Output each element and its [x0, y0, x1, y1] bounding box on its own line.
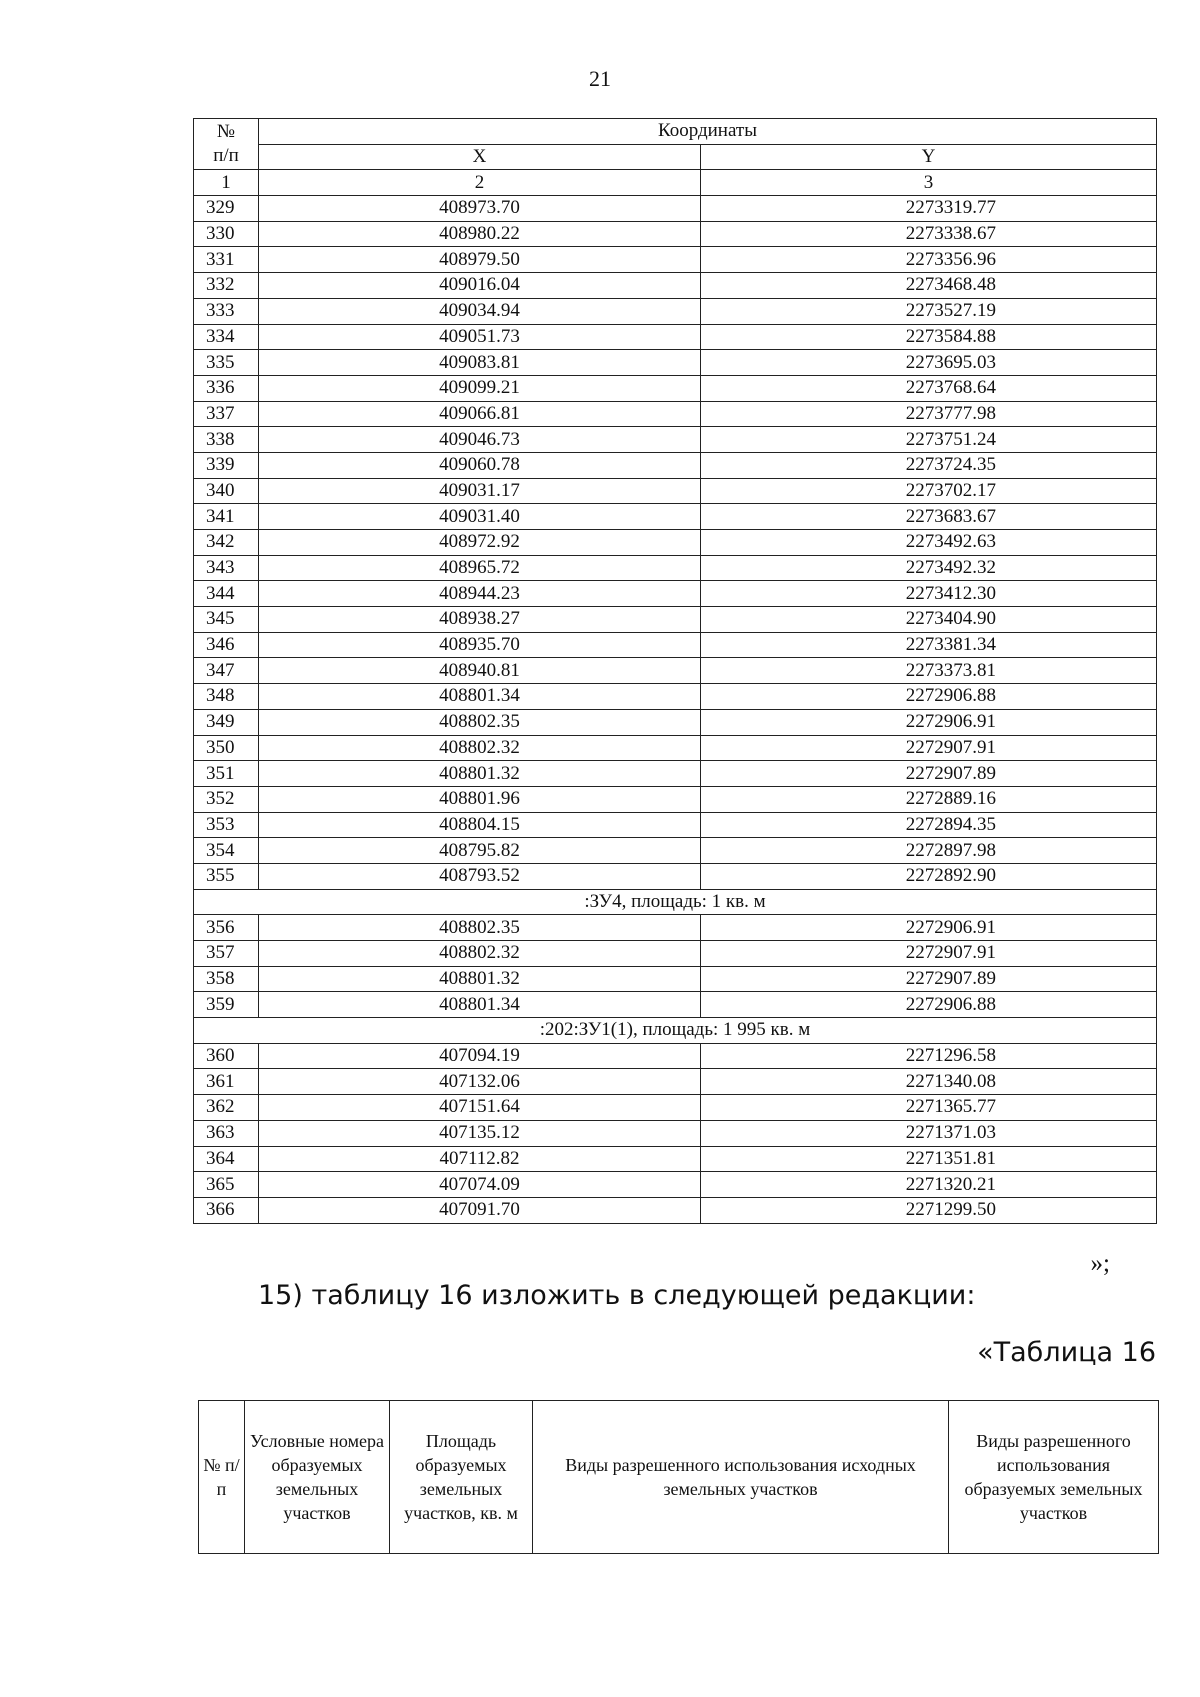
point-number: 362 [194, 1095, 259, 1121]
point-number: 345 [194, 607, 259, 633]
y-coordinate: 2272906.91 [701, 709, 1157, 735]
y-coordinate: 2273381.34 [701, 632, 1157, 658]
y-coordinate: 2271371.03 [701, 1120, 1157, 1146]
point-number: 334 [194, 324, 259, 350]
x-coordinate: 407112.82 [259, 1146, 701, 1172]
x-coordinate: 408795.82 [259, 838, 701, 864]
x-coordinate: 409034.94 [259, 298, 701, 324]
x-coordinate: 409016.04 [259, 273, 701, 299]
x-coordinate: 409031.40 [259, 504, 701, 530]
y-coordinate: 2273338.67 [701, 221, 1157, 247]
point-number: 355 [194, 863, 259, 889]
point-number: 344 [194, 581, 259, 607]
y-coordinate: 2272894.35 [701, 812, 1157, 838]
table-row [194, 555, 1157, 581]
x-coordinate: 408944.23 [259, 581, 701, 607]
point-number: 332 [194, 273, 259, 299]
y-coordinate: 2273412.30 [701, 581, 1157, 607]
num-header-abbr: п/п [213, 145, 239, 167]
table-row [194, 401, 1157, 427]
t16-conditional-numbers-header: Условные номера образуемых земельных участков [245, 1401, 390, 1554]
point-number: 366 [194, 1197, 259, 1223]
x-coordinate: 409099.21 [259, 375, 701, 401]
table-row [194, 761, 1157, 787]
coordinates-header: Координаты [259, 119, 1157, 145]
x-coordinate: 408938.27 [259, 607, 701, 633]
y-coordinate: 2271296.58 [701, 1043, 1157, 1069]
point-number: 335 [194, 350, 259, 376]
closing-quote: »; [1090, 1250, 1110, 1277]
table-row [194, 427, 1157, 453]
y-coordinate: 2273724.35 [701, 452, 1157, 478]
y-coordinate: 2273404.90 [701, 607, 1157, 633]
x-coordinate: 408802.35 [259, 709, 701, 735]
point-number: 364 [194, 1146, 259, 1172]
table-row [194, 1043, 1157, 1069]
x-coordinate: 408940.81 [259, 658, 701, 684]
section-202-zu1-label: :202:ЗУ1(1), площадь: 1 995 кв. м [194, 1018, 1157, 1044]
y-coordinate: 2272907.91 [701, 735, 1157, 761]
table16-header-row [199, 1401, 1159, 1554]
point-number: 341 [194, 504, 259, 530]
table-row [194, 350, 1157, 376]
y-coordinate: 2271299.50 [701, 1197, 1157, 1223]
table-row [194, 1120, 1157, 1146]
num-header-symbol: № [216, 121, 236, 143]
table-row [194, 273, 1157, 299]
table-row [194, 709, 1157, 735]
table-row [194, 247, 1157, 273]
y-coordinate: 2273768.64 [701, 375, 1157, 401]
y-coordinate: 2272907.89 [701, 966, 1157, 992]
table-row [194, 196, 1157, 222]
point-number: 342 [194, 530, 259, 556]
x-coordinate: 409066.81 [259, 401, 701, 427]
y-coordinate: 2272897.98 [701, 838, 1157, 864]
point-number: 329 [194, 196, 259, 222]
point-number: 336 [194, 375, 259, 401]
page-number: 21 [589, 66, 611, 91]
x-coordinate: 408793.52 [259, 863, 701, 889]
table-row [194, 735, 1157, 761]
section-zu4-label: :ЗУ4, площадь: 1 кв. м [194, 889, 1157, 915]
amendment-text: 15) таблицу 16 изложить в следующей редакции: [258, 1280, 976, 1311]
y-coordinate: 2273356.96 [701, 247, 1157, 273]
table-row [194, 478, 1157, 504]
point-number: 359 [194, 992, 259, 1018]
point-number: 358 [194, 966, 259, 992]
table-row [194, 786, 1157, 812]
point-number: 352 [194, 786, 259, 812]
y-coordinate: 2273584.88 [701, 324, 1157, 350]
y-coordinate: 2272892.90 [701, 863, 1157, 889]
y-coordinate: 2273319.77 [701, 196, 1157, 222]
table-row [194, 941, 1157, 967]
table-row [194, 915, 1157, 941]
coordinates-table [193, 118, 1157, 1224]
point-number: 350 [194, 735, 259, 761]
table-row [194, 324, 1157, 350]
table-row [194, 863, 1157, 889]
x-coordinate: 409046.73 [259, 427, 701, 453]
y-coordinate: 2273702.17 [701, 478, 1157, 504]
y-coordinate: 2273527.19 [701, 298, 1157, 324]
y-coordinate: 2272906.88 [701, 684, 1157, 710]
x-coordinate: 408973.70 [259, 196, 701, 222]
table16-header [198, 1400, 1159, 1554]
table-row [194, 1146, 1157, 1172]
header-row-2 [194, 144, 1157, 170]
y-coordinate: 2273492.32 [701, 555, 1157, 581]
x-coordinate: 407135.12 [259, 1120, 701, 1146]
num-header [194, 119, 259, 170]
table-row [194, 966, 1157, 992]
table-row [194, 221, 1157, 247]
col-number-3: 3 [701, 170, 1157, 196]
point-number: 348 [194, 684, 259, 710]
table-row [194, 632, 1157, 658]
table-row [194, 504, 1157, 530]
x-coordinate: 409060.78 [259, 452, 701, 478]
x-coordinate: 408972.92 [259, 530, 701, 556]
table-row [194, 1095, 1157, 1121]
point-number: 351 [194, 761, 259, 787]
point-number: 363 [194, 1120, 259, 1146]
x-coordinate: 407074.09 [259, 1172, 701, 1198]
column-number-row [194, 170, 1157, 196]
point-number: 338 [194, 427, 259, 453]
x-coordinate: 409051.73 [259, 324, 701, 350]
table-row [194, 298, 1157, 324]
x-coordinate: 408801.32 [259, 761, 701, 787]
header-row-1 [194, 119, 1157, 145]
point-number: 330 [194, 221, 259, 247]
y-coordinate: 2271365.77 [701, 1095, 1157, 1121]
x-coordinate: 407094.19 [259, 1043, 701, 1069]
y-coordinate: 2271340.08 [701, 1069, 1157, 1095]
x-coordinate: 408980.22 [259, 221, 701, 247]
table-row [194, 1069, 1157, 1095]
section-zu4 [194, 889, 1157, 915]
point-number: 357 [194, 941, 259, 967]
table-row [194, 1197, 1157, 1223]
point-number: 347 [194, 658, 259, 684]
y-coordinate: 2273777.98 [701, 401, 1157, 427]
point-number: 343 [194, 555, 259, 581]
t16-area-header: Площадь образуемых земельных участков, кв. м [390, 1401, 533, 1554]
x-coordinate: 409031.17 [259, 478, 701, 504]
x-coordinate: 408802.32 [259, 941, 701, 967]
x-header: X [259, 144, 701, 170]
table-row [194, 838, 1157, 864]
y-coordinate: 2273468.48 [701, 273, 1157, 299]
point-number: 360 [194, 1043, 259, 1069]
y-coordinate: 2272889.16 [701, 786, 1157, 812]
x-coordinate: 408802.35 [259, 915, 701, 941]
point-number: 346 [194, 632, 259, 658]
point-number: 333 [194, 298, 259, 324]
t16-num-header: № п/п [199, 1401, 245, 1554]
x-coordinate: 408801.34 [259, 992, 701, 1018]
table-row [194, 452, 1157, 478]
x-coordinate: 408801.34 [259, 684, 701, 710]
y-coordinate: 2271351.81 [701, 1146, 1157, 1172]
y-coordinate: 2273373.81 [701, 658, 1157, 684]
point-number: 331 [194, 247, 259, 273]
table-row [194, 607, 1157, 633]
point-number: 354 [194, 838, 259, 864]
col-number-1: 1 [194, 170, 259, 196]
y-coordinate: 2272906.91 [701, 915, 1157, 941]
y-coordinate: 2271320.21 [701, 1172, 1157, 1198]
x-coordinate: 408802.32 [259, 735, 701, 761]
point-number: 337 [194, 401, 259, 427]
point-number: 340 [194, 478, 259, 504]
table-row [194, 992, 1157, 1018]
t16-new-use-header: Виды разрешенного использования образуемых земельных участков [949, 1401, 1159, 1554]
x-coordinate: 408801.32 [259, 966, 701, 992]
y-coordinate: 2272906.88 [701, 992, 1157, 1018]
y-coordinate: 2272907.89 [701, 761, 1157, 787]
x-coordinate: 408804.15 [259, 812, 701, 838]
table-row [194, 530, 1157, 556]
y-coordinate: 2272907.91 [701, 941, 1157, 967]
point-number: 349 [194, 709, 259, 735]
y-header: Y [701, 144, 1157, 170]
x-coordinate: 408801.96 [259, 786, 701, 812]
table-row [194, 581, 1157, 607]
section-202-zu1 [194, 1018, 1157, 1044]
col-number-2: 2 [259, 170, 701, 196]
x-coordinate: 409083.81 [259, 350, 701, 376]
y-coordinate: 2273683.67 [701, 504, 1157, 530]
table-row [194, 658, 1157, 684]
x-coordinate: 408935.70 [259, 632, 701, 658]
y-coordinate: 2273751.24 [701, 427, 1157, 453]
t16-source-use-header: Виды разрешенного использования исходных земельных участков [533, 1401, 949, 1554]
point-number: 353 [194, 812, 259, 838]
point-number: 361 [194, 1069, 259, 1095]
point-number: 339 [194, 452, 259, 478]
x-coordinate: 407091.70 [259, 1197, 701, 1223]
point-number: 365 [194, 1172, 259, 1198]
table16-title: «Таблица 16 [977, 1337, 1156, 1368]
point-number: 356 [194, 915, 259, 941]
table-row [194, 375, 1157, 401]
y-coordinate: 2273695.03 [701, 350, 1157, 376]
x-coordinate: 407132.06 [259, 1069, 701, 1095]
x-coordinate: 408979.50 [259, 247, 701, 273]
table-row [194, 684, 1157, 710]
table-row [194, 1172, 1157, 1198]
y-coordinate: 2273492.63 [701, 530, 1157, 556]
table-row [194, 812, 1157, 838]
x-coordinate: 407151.64 [259, 1095, 701, 1121]
x-coordinate: 408965.72 [259, 555, 701, 581]
